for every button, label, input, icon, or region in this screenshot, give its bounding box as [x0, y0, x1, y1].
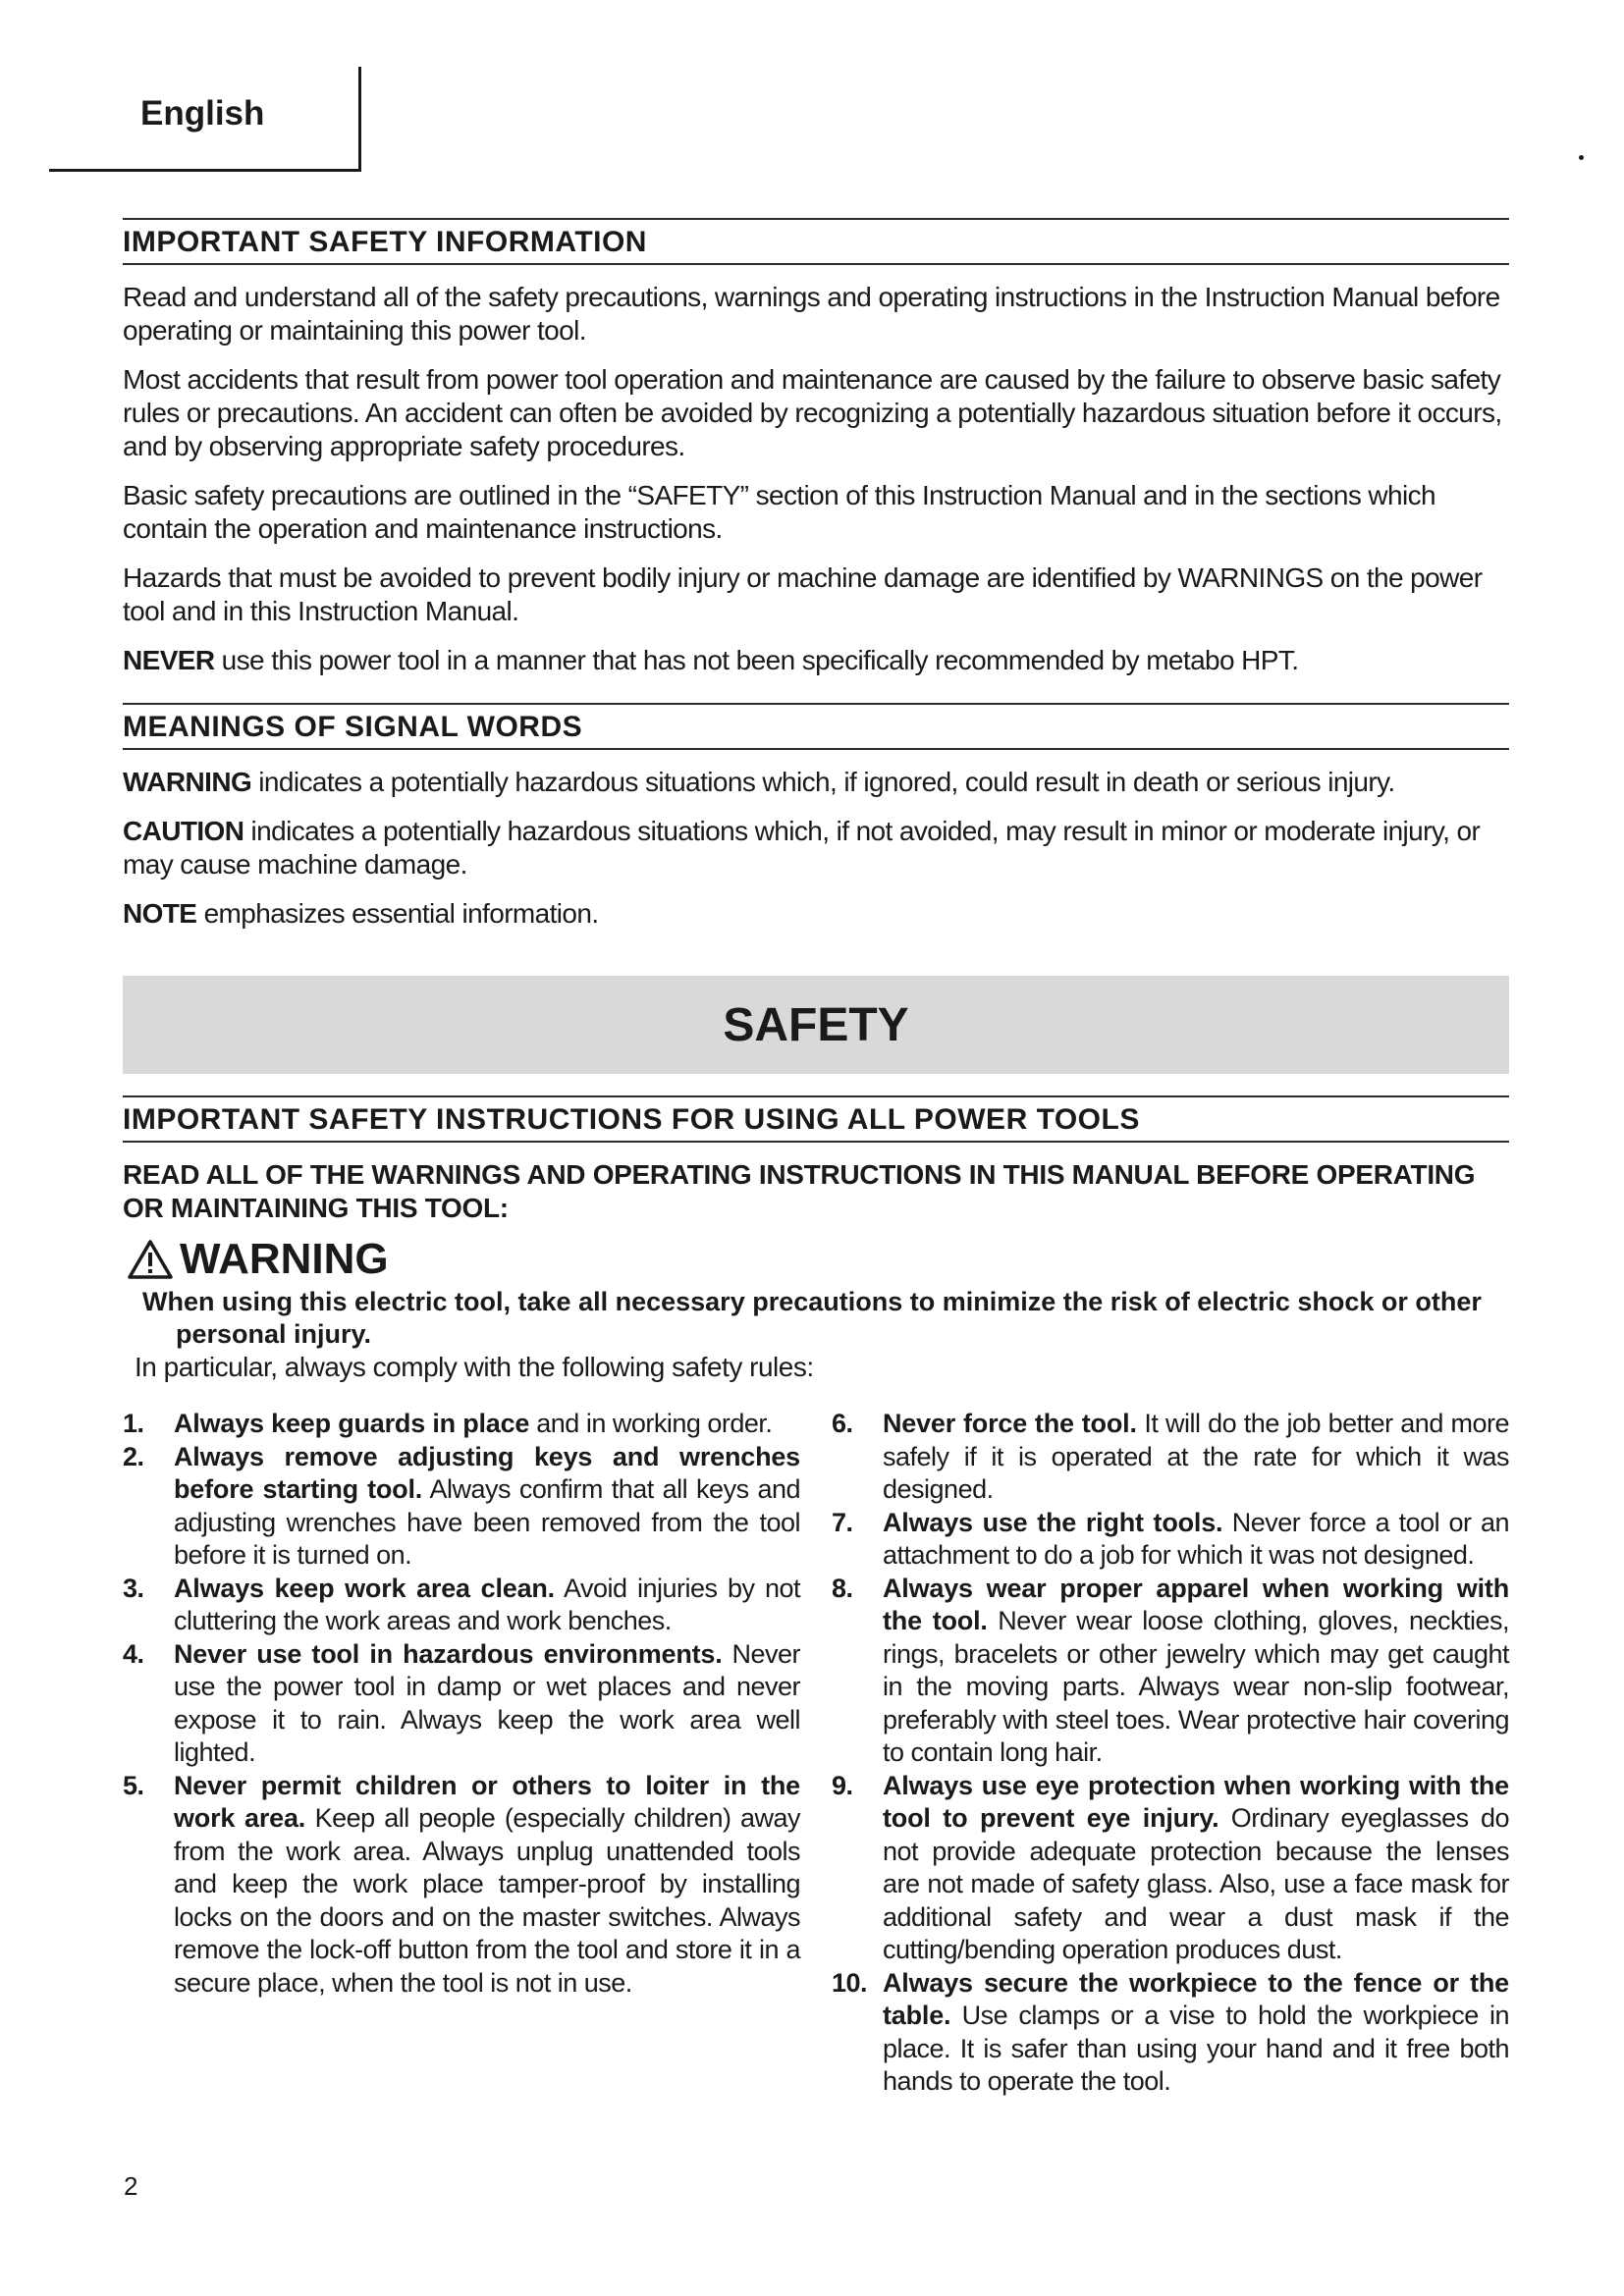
list-item: 1. Always keep guards in place and in working order.: [123, 1409, 773, 1438]
list-item: 6. Never force the tool. It will do the job better and more safely if it is operated at the rate for which it was designed.: [832, 1409, 1509, 1504]
list-item: 2. Always remove adjusting keys and wrenches before starting tool. Always confirm that all keys and adjusting wrenches have been removed from the tool before it is turned on.: [123, 1441, 800, 1570]
paragraph-never: NEVER use this power tool in a manner that has not been specifically recommended by metabo HPT.: [123, 645, 1299, 675]
safety-banner: SAFETY: [123, 976, 1509, 1074]
list-item: 7. Always use the right tools. Never force a tool or an attachment to do a job for which it was not designed.: [832, 1507, 1509, 1570]
rules-right-column: [832, 1408, 1509, 2099]
rules-columns: [123, 1408, 1509, 2099]
list-item: 3. Always keep work area clean. Avoid injuries by not cluttering the work areas and work benches.: [123, 1573, 800, 1635]
signal-warning: WARNING indicates a potentially hazardous situations which, if ignored, could result in death or serious injury.: [123, 767, 1395, 797]
paragraph: Most accidents that result from power tool operation and maintenance are caused by the failure to observe basic safety rules or precautions. An accident can often be avoided by recognizing a potentially hazardous situation before it occurs, and by observing appropriate safety procedures.: [123, 364, 1502, 461]
section-title-safety-information: IMPORTANT SAFETY INFORMATION: [123, 218, 1509, 265]
list-item: 8. Always wear proper apparel when working with the tool. Never wear loose clothing, gloves, neckties, rings, bracelets or other jewelry which may get caught in the moving parts. Always wear non-slip footwear, preferably with steel toes. Wear protective hair covering to contain long hair.: [832, 1573, 1510, 1767]
rules-left-column: [123, 1408, 800, 2099]
paragraph: Hazards that must be avoided to prevent bodily injury or machine damage are identified by WARNINGS on the power tool and in this Instruction Manual.: [123, 562, 1483, 626]
language-tab-divider: [358, 67, 361, 172]
read-all-notice: READ ALL OF THE WARNINGS AND OPERATING INSTRUCTIONS IN THIS MANUAL BEFORE OPERATING OR MAINTAINING THIS TOOL:: [123, 1159, 1476, 1223]
section-title-power-tools: IMPORTANT SAFETY INSTRUCTIONS FOR USING ALL POWER TOOLS: [123, 1095, 1509, 1143]
page-number: 2: [124, 2171, 138, 2201]
signal-note: NOTE emphasizes essential information.: [123, 898, 599, 929]
paragraph: Read and understand all of the safety precautions, warnings and operating instructions in the Instruction Manual before operating or maintaining this power tool.: [123, 282, 1500, 346]
paragraph: Basic safety precautions are outlined in the “SAFETY” section of this Instruction Manual and in the sections which contain the operation and maintenance instructions.: [123, 480, 1435, 544]
warning-lead: When using this electric tool, take all necessary precautions to minimize the risk of electric shock or other personal injury.: [142, 1287, 1482, 1349]
warning-subtext: In particular, always comply with the following safety rules:: [135, 1352, 814, 1382]
warning-triangle-icon: [127, 1239, 174, 1280]
page-content: [123, 218, 1509, 2099]
corner-dot: [1579, 155, 1584, 160]
warning-heading: [127, 1235, 1509, 1284]
list-item: 5. Never permit children or others to loiter in the work area. Keep all people (especially children) away from the work area. Always unplug unattended tools and keep the work place tamper-proof by installing locks on the doors and on the master switches. Always remove the lock-off button from the tool and store it in a secure place, when the tool is not in use.: [123, 1770, 801, 1998]
list-item: 4. Never use tool in hazardous environments. Never use the power tool in damp or wet places and never expose it to rain. Always keep the work area well lighted.: [123, 1638, 800, 1767]
signal-caution: CAUTION indicates a potentially hazardous situations which, if not avoided, may result in minor or moderate injury, or may cause machine damage.: [123, 816, 1481, 880]
language-tab-underline: [49, 169, 361, 172]
list-item: 9. Always use eye protection when working with the tool to prevent eye injury. Ordinary eyeglasses do not provide adequate protection because the lenses are not made of safety glass. Also, use a face mask for additional safety and wear a dust mask if the cutting/bending operation produces dust.: [832, 1770, 1509, 1964]
language-label: English: [140, 94, 265, 133]
warning-title: WARNING: [180, 1235, 389, 1283]
list-item: 10. Always secure the workpiece to the fence or the table. Use clamps or a vise to hold the workpiece in place. It is safer than using your hand and it free both hands to operate the tool.: [832, 1967, 1509, 2096]
section-title-signal-words: MEANINGS OF SIGNAL WORDS: [123, 703, 1509, 750]
